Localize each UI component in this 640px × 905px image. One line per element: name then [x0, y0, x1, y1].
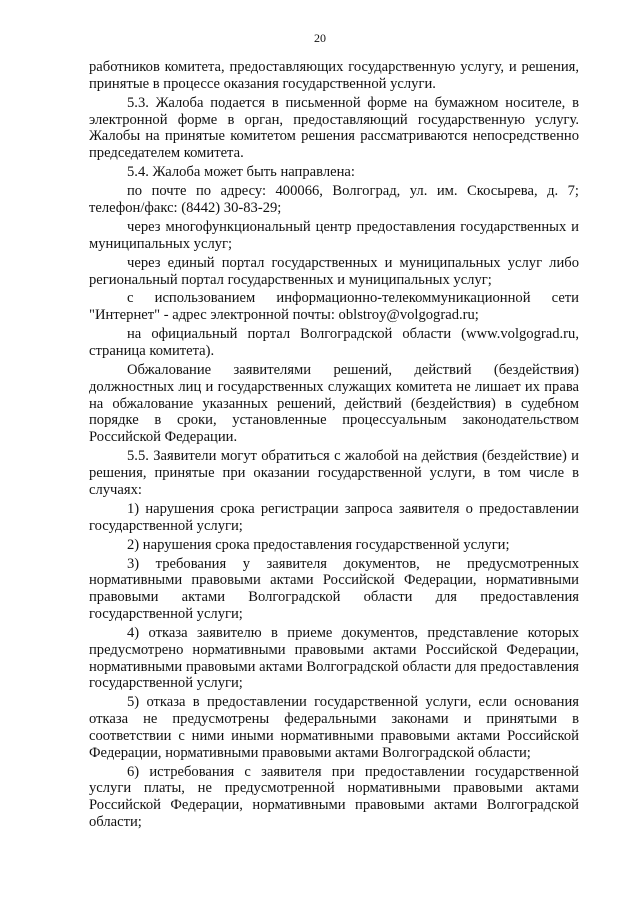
paragraph: через многофункциональный центр предоставления государственных и муниципальных услуг;: [89, 218, 579, 252]
paragraph: 5) отказа в предоставлении государственной услуги, если основания отказа не предусмотрены федеральными законами и принятыми в соответствии с ними иными нормативными правовыми актами Российской Федерации, нормативными правовыми актами Волгоградской области;: [89, 694, 579, 761]
paragraph: 5.3. Жалоба подается в письменной форме на бумажном носителе, в электронной форме в орган, предоставляющий государственную услугу. Жалобы на принятые комитетом решения рассматриваются непосредственно председателем комитета.: [89, 94, 579, 162]
paragraph: 6) истребования с заявителя при предоставлении государственной услуги платы, не предусмотренной нормативными правовыми актами Российской Федерации, нормативными правовыми актами Волгоградской области;: [89, 763, 579, 831]
paragraph: через единый портал государственных и муниципальных услуг либо региональный портал государственных и муниципальных услуг;: [89, 254, 579, 288]
paragraph: Обжалование заявителями решений, действий (бездействия) должностных лиц и государственных служащих комитета не лишает их права на обжалование указанных решений, действий (бездействия) в судебном порядке в сроки, установленные процессуальным законодательством Российской Федерации.: [89, 362, 579, 446]
paragraph: на официальный портал Волгоградской области (www.volgograd.ru, страница комитета).: [89, 326, 579, 360]
paragraph: 2) нарушения срока предоставления государственной услуги;: [127, 536, 510, 553]
document-body: [89, 59, 579, 833]
paragraph: с использованием информационно-телекоммуникационной сети "Интернет" - адрес электронной почты: oblstroy@volgograd.ru;: [89, 290, 579, 324]
paragraph: 5.4. Жалоба может быть направлена:: [127, 164, 355, 181]
paragraph: работников комитета, предоставляющих государственную услугу, и решения, принятые в процессе оказания государственной услуги.: [89, 59, 579, 92]
paragraph: 4) отказа заявителю в приеме документов, представление которых предусмотрено нормативными правовыми актами Российской Федерации, нормативными правовыми актами Волгоградской области для предоставления государственной услуги;: [89, 624, 579, 692]
paragraph: 1) нарушения срока регистрации запроса заявителя о предоставлении государственной услуги;: [89, 500, 579, 534]
paragraph: 3) требования у заявителя документов, не предусмотренных нормативными правовыми актами Российской Федерации, нормативными правовыми актами Волгоградской области для предоставления государственной услуги;: [89, 555, 579, 622]
paragraph: 5.5. Заявители могут обратиться с жалобой на действия (бездействие) и решения, принятые при оказании государственной услуги, в том числе в случаях:: [89, 448, 579, 498]
paragraph: по почте по адресу: 400066, Волгоград, ул. им. Скосырева, д. 7; телефон/факс: (8442) 30-83-29;: [89, 183, 579, 216]
page-number: 20: [314, 31, 326, 45]
